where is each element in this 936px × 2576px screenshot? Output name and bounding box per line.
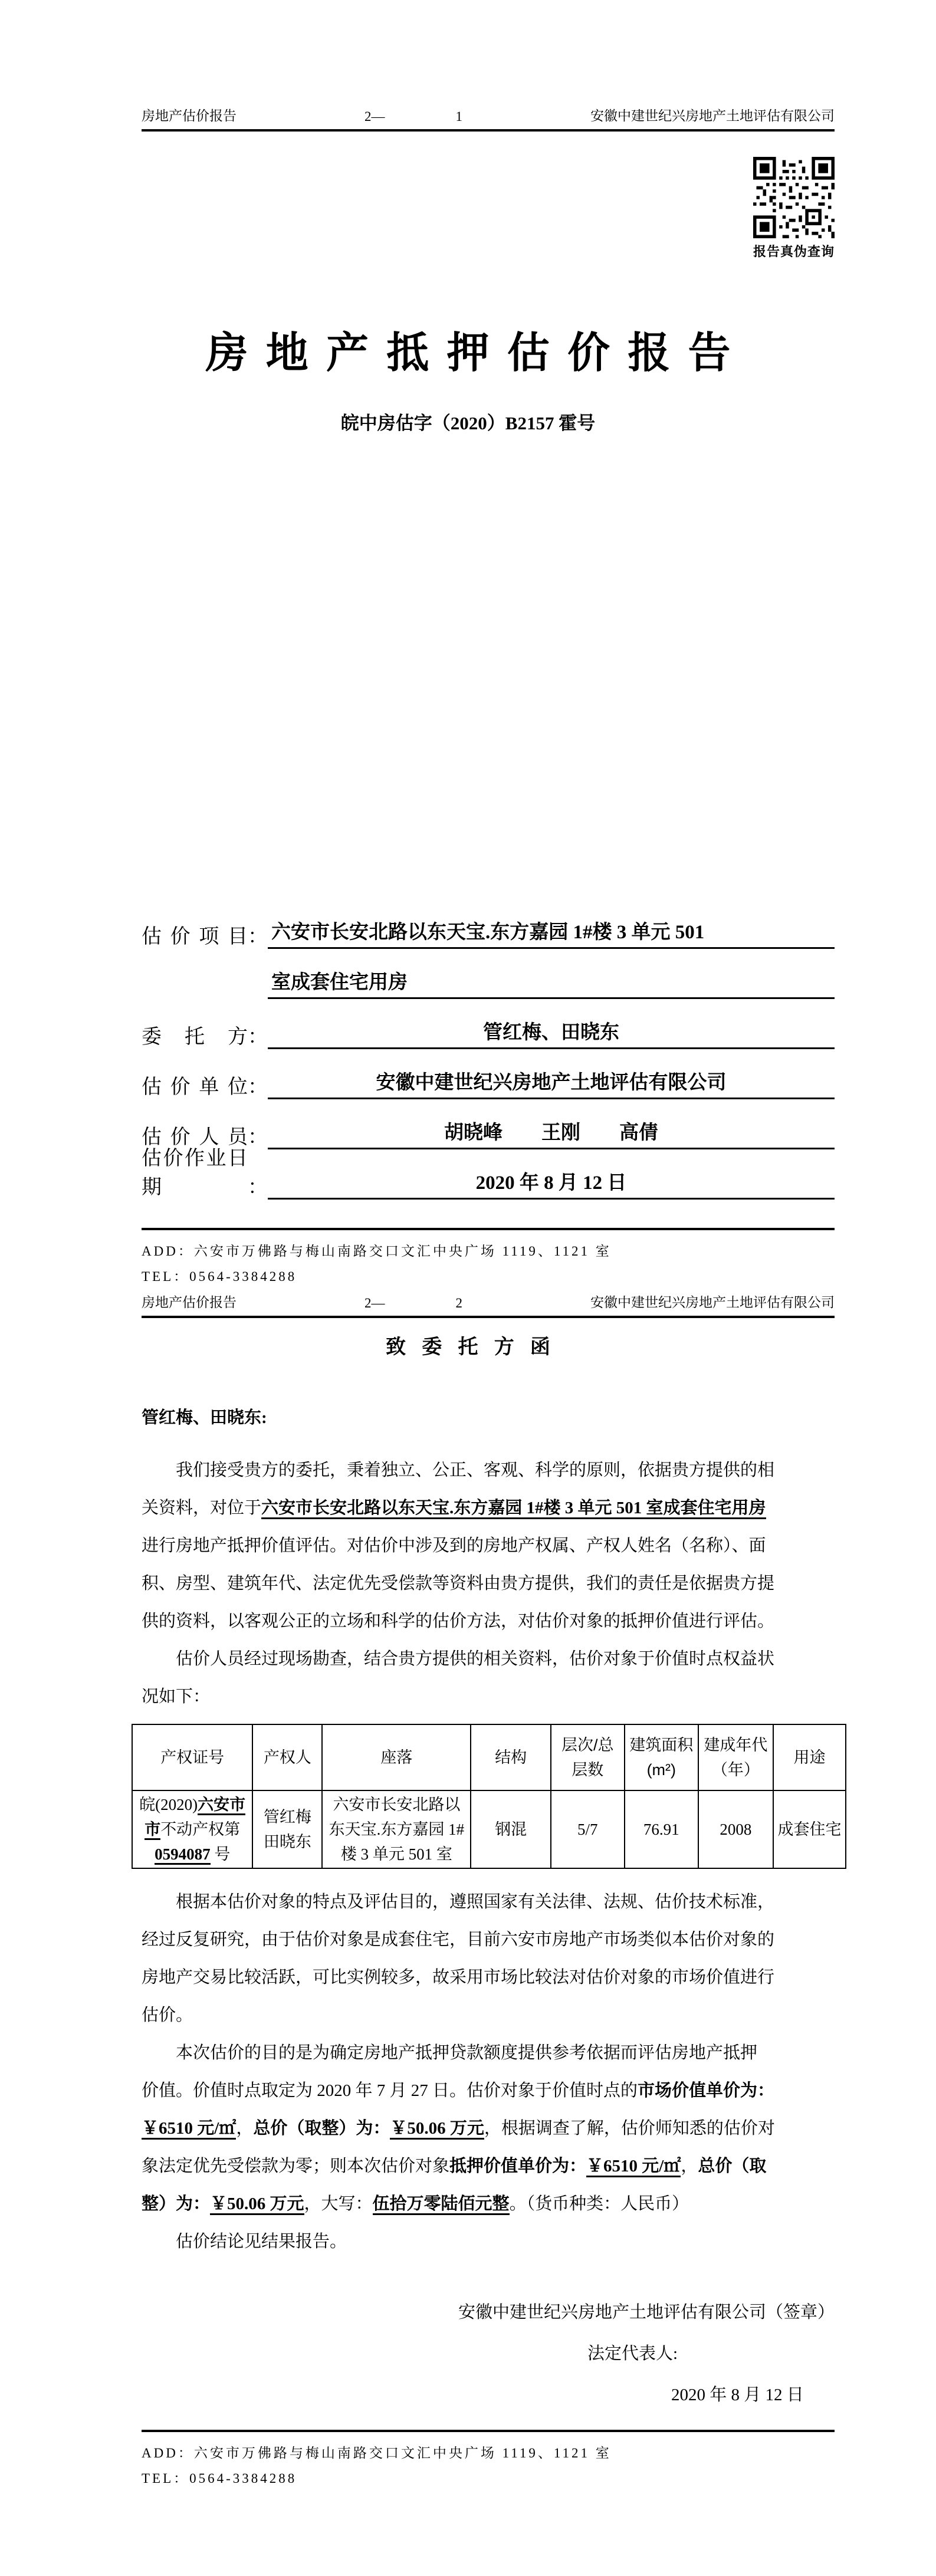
col-cert-no: 产权证号 xyxy=(132,1724,252,1790)
paragraph-4: 本次估价的目的是为确定房地产抵押贷款额度提供参考依据而评估房地产抵押 价值。价值时点取定为 2020 年 7 月 27 日。估价对象于价值时点的市场价值单价为： ￥6510 元/㎡，总价（取整）为：￥50.06 万元，根据调查了解，估价师知悉的估价对 象法定优先受偿款为零；则本次估价对象抵押价值单价为：￥6510 元/㎡，总价（取 整）为：￥50.06 万元，大写：伍拾万零陆佰元整。（货币种类：人民币） xyxy=(142,2034,835,2223)
page-prefix: 2— xyxy=(364,109,385,124)
subject-property: 六安市长安北路以东天宝.东方嘉园 1#楼 3 单元 501 室成套住宅用房 xyxy=(261,1499,766,1519)
page-no: 1 xyxy=(455,109,462,124)
property-table xyxy=(132,1724,846,1869)
page2-footer xyxy=(142,2430,835,2491)
cover-fields xyxy=(142,899,835,1200)
col-floor: 层次/总层数 xyxy=(551,1724,625,1790)
paragraph-2: 估价人员经过现场勘查，结合贵方提供的相关资料，估价对象于价值时点权益状 况如下： xyxy=(142,1650,775,1706)
header-doc-title: 房地产估价报告 xyxy=(142,1295,237,1310)
col-structure: 结构 xyxy=(471,1724,550,1790)
market-unit-price: ￥6510 元/㎡ xyxy=(142,2119,236,2140)
signature-block xyxy=(142,2294,835,2417)
page-prefix: 2— xyxy=(364,1296,385,1310)
paragraph-5: 估价结论见结果报告。 xyxy=(142,2232,347,2251)
cell-owner: 管红梅 田晓东 xyxy=(252,1790,322,1868)
field-appraisers: 估价人员 ： 胡晓峰 王刚 高倩 xyxy=(142,1099,835,1149)
page-no: 2 xyxy=(455,1296,462,1310)
col-use: 用途 xyxy=(773,1724,846,1790)
legal-representative: 法定代表人: xyxy=(587,2344,678,2363)
field-label: 估价项目 xyxy=(142,926,248,948)
paragraph-1: 我们接受贵方的委托，秉着独立、公正、客观、科学的原则，依据贵方提供的相 关资料，对位于六安市长安北路以东天宝.东方嘉园 1#楼 3 单元 501 室成套住宅用房 进行房地产抵押价值评估。对估价中涉及到的房地产权属、产权人姓名（名称）、面 积、房型、建筑年代、法定优先受偿款等资料由贵方提供，我们的责任是依据贵方提 供的资料，以客观公正的立场和科学的估价方法，对估价对象的抵押价值进行评估。 xyxy=(142,1461,775,1631)
field-agency: 估价单位 ： 安徽中建世纪兴房地产土地评估有限公司 xyxy=(142,1049,835,1099)
cell-use: 成套住宅 xyxy=(773,1790,846,1868)
qr-block xyxy=(750,157,838,260)
field-value: 室成套住宅用房 xyxy=(268,967,835,999)
header-company: 安徽中建世纪兴房地产土地评估有限公司 xyxy=(590,1295,835,1310)
cell-floor: 5/7 xyxy=(551,1790,625,1868)
page1-header xyxy=(142,105,835,132)
field-value: 胡晓峰 王刚 高倩 xyxy=(268,1117,835,1149)
col-area: 建筑面积(m²) xyxy=(625,1724,698,1790)
header-company: 安徽中建世纪兴房地产土地评估有限公司 xyxy=(590,109,835,123)
mortgage-unit-price: ￥6510 元/㎡ xyxy=(586,2157,681,2177)
cell-location: 六安市长安北路以东天宝.东方嘉园 1#楼 3 单元 501 室 xyxy=(322,1790,471,1868)
cell-cert-no: 皖(2020)六安市市不动产权第0594087 号 xyxy=(132,1790,252,1868)
field-project-line2 xyxy=(142,949,835,999)
footer-address: ADD：六安市万佛路与梅山南路交口文汇中央广场 1119、1121 室 xyxy=(142,2446,612,2460)
letter-title: 致委托方函 xyxy=(386,1336,567,1358)
cell-structure: 钢混 xyxy=(471,1790,550,1868)
header-doc-title: 房地产估价报告 xyxy=(142,109,237,123)
cell-area: 76.91 xyxy=(625,1790,698,1868)
footer-phone: TEL：0564-3384288 xyxy=(142,2471,297,2486)
footer-phone: TEL：0564-3384288 xyxy=(142,1269,297,1284)
field-client: 委托方 ： 管红梅、田晓东 xyxy=(142,999,835,1049)
market-total-price: ￥50.06 万元 xyxy=(390,2119,484,2140)
field-value: 2020 年 8 月 12 日 xyxy=(268,1167,835,1200)
field-label: 估价作业日期 xyxy=(142,1148,248,1198)
cell-year: 2008 xyxy=(698,1790,773,1868)
col-owner: 产权人 xyxy=(252,1724,322,1790)
table-header-row xyxy=(132,1724,846,1790)
price-in-words: 伍拾万零陆佰元整 xyxy=(373,2194,510,2215)
qr-caption: 报告真伪查询 xyxy=(753,244,835,259)
field-project: 估价项目 ： 六安市长安北路以东天宝.东方嘉园 1#楼 3 单元 501 xyxy=(142,899,835,949)
col-location: 座落 xyxy=(322,1724,471,1790)
field-label: 估价人员 xyxy=(142,1126,248,1148)
salutation: 管红梅、田晓东: xyxy=(142,1408,267,1427)
field-value: 管红梅、田晓东 xyxy=(268,1017,835,1049)
qr-code-icon xyxy=(753,157,835,238)
header-page-number xyxy=(364,109,462,124)
report-number: 皖中房估字（2020）B2157 霍号 xyxy=(340,413,596,433)
header-page-number xyxy=(364,1296,462,1311)
page2-header xyxy=(142,1292,835,1318)
field-date: 估价作业日期 ： 2020 年 8 月 12 日 xyxy=(142,1149,835,1200)
page1-footer xyxy=(142,1228,835,1289)
table-data-row xyxy=(132,1790,846,1868)
mortgage-total-price: ￥50.06 万元 xyxy=(210,2194,304,2215)
signature-date: 2020 年 8 月 12 日 xyxy=(671,2386,804,2404)
field-label: 估价单位 xyxy=(142,1076,248,1098)
field-value: 安徽中建世纪兴房地产土地评估有限公司 xyxy=(268,1067,835,1099)
field-label: 委托方 xyxy=(142,1026,248,1048)
letter-body xyxy=(139,1399,842,2417)
report-title: 房地产抵押估价报告 xyxy=(205,330,748,377)
field-value: 六安市长安北路以东天宝.东方嘉园 1#楼 3 单元 501 xyxy=(268,916,835,949)
col-year: 建成年代（年） xyxy=(698,1724,773,1790)
footer-address: ADD：六安市万佛路与梅山南路交口文汇中央广场 1119、1121 室 xyxy=(142,1244,612,1259)
paragraph-3: 根据本估价对象的特点及评估目的，遵照国家有关法律、法规、估价技术标准， 经过反复研究，由于估价对象是成套住宅，目前六安市房地产市场类似本估价对象的 房地产交易比较活跃，可比实例较多，故采用市场比较法对估价对象的市场价值进行 估价。 xyxy=(142,1892,775,2025)
signature-company: 安徽中建世纪兴房地产土地评估有限公司（签章） xyxy=(458,2303,835,2322)
